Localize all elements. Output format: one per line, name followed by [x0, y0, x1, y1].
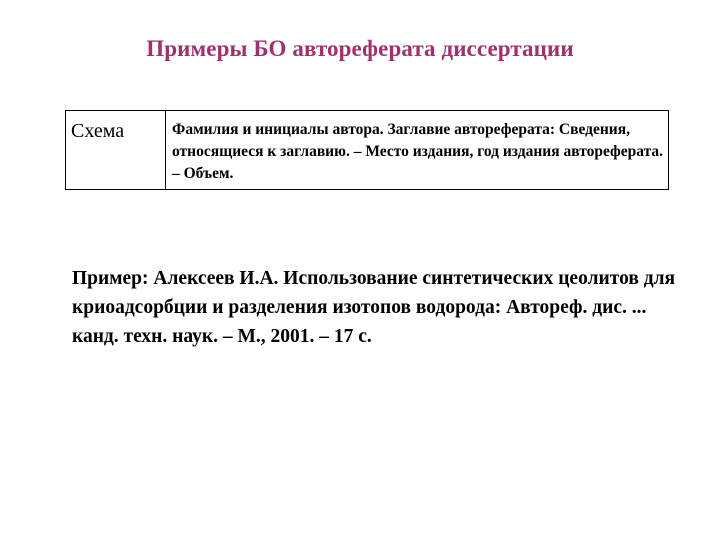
slide-title: Примеры БО автореферата диссертации: [146, 36, 574, 61]
scheme-content: Фамилия и инициалы автора. Заглавие автореферата: Сведения, относящиеся к заглавию. – Место издания, год издания автореферата. – Объем.: [172, 121, 664, 182]
scheme-label: Схема: [66, 111, 166, 189]
example-text: Пример: Алексеев И.А. Использование синтетических цеолитов для криоадсорбции и разделения изотопов водорода: Автореф. дис. ... канд. техн. наук. – М., 2001. – 17 с.: [72, 268, 676, 347]
scheme-table: [65, 110, 669, 190]
